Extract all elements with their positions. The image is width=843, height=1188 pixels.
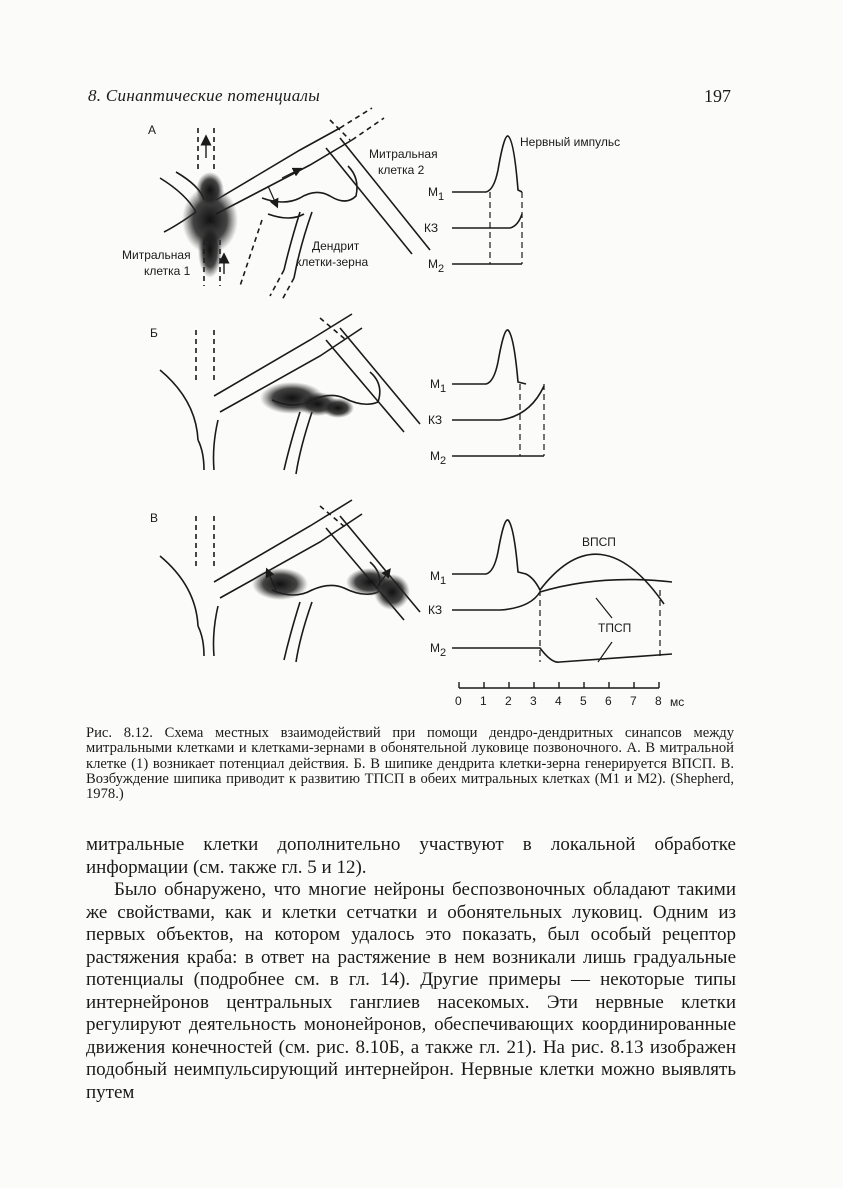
axis-tick: 2 (505, 694, 512, 708)
body-text (86, 834, 736, 1104)
figure-caption (86, 726, 734, 802)
paragraph-2: Было обнаружено, что многие нейроны беспозвоночных обладают такими же свойствами, как и клетки сетчатки и обонятельных луковиц. Одним из первых объектов, на котором удалось это показать, был особый рецептор растяжения краба: в ответ на растяжение в нем возникали лишь градуальные потенциалы (подробнее см. в гл. 14). Другие примеры — некоторые типы интернейронов центральных ганглиев насекомых. Эти нервные клетки регулируют деятельность мононейронов, обеспечивающих координированные движения конечностей (см. рис. 8.10Б, а также гл. 21). На рис. 8.13 изображен подобный неимпульсирующий интернейрон. Нервные клетки можно выявлять путем (86, 879, 736, 1103)
trace-m2-label-a: М2 (428, 257, 445, 275)
trace-kz-label-b: КЗ (428, 413, 443, 427)
axis-tick: 4 (555, 694, 562, 708)
axis-tick: 6 (605, 694, 612, 708)
paragraph-1: митральные клетки дополнительно участвуют в локальной обработке информации (см. также гл. 5 и 12). (86, 834, 736, 878)
axis-unit: мс (670, 695, 685, 709)
panel-b (150, 314, 544, 474)
page-number: 197 (704, 86, 731, 106)
mitral-cell-2-label: Митральная (369, 147, 438, 161)
trace-m2-label-b: М2 (430, 449, 447, 467)
mitral-cell-1-label-line2: клетка 1 (144, 264, 191, 278)
nerve-impulse-label: Нервный импульс (520, 135, 621, 149)
trace-kz-label-a: КЗ (424, 221, 439, 235)
axis-tick: 8 (655, 694, 662, 708)
trace-kz-label-c: КЗ (428, 603, 443, 617)
ipsp-label: ТПСП (598, 621, 632, 635)
panel-c (150, 500, 684, 709)
chapter-title: 8. Синаптические потенциалы (88, 86, 321, 105)
trace-m1-label-c: М1 (430, 569, 447, 587)
panel-a (122, 108, 620, 300)
mitral-cell-1-label: Митральная (122, 248, 191, 262)
panel-b-label: Б (150, 326, 158, 340)
dendrite-label-line2: клетки-зерна (296, 255, 369, 269)
axis-tick: 1 (480, 694, 487, 708)
panel-c-label: В (150, 511, 159, 525)
axis-tick: 3 (530, 694, 537, 708)
panel-a-label: А (148, 123, 157, 137)
axis-tick: 7 (630, 694, 637, 708)
axis-tick: 0 (455, 694, 462, 708)
caption-text: Рис. 8.12. Схема местных взаимодействий при помощи дендро-дендритных синапсов между митральными клетками и клетками-зернами в обонятельной луковице позвоночного. А. В митральной клетке (1) возникает потенциал действия. Б. В шипике дендрита клетки-зерна генерируется ВПСП. В. Возбуждение шипика приводит к развитию ТПСП в обеих митральных клетках (М1 и М2). (Shepherd, 1978.) (86, 725, 734, 803)
trace-m1-label-a: М1 (428, 185, 445, 203)
dendrite-label: Дендрит (312, 239, 360, 253)
axis-tick: 5 (580, 694, 587, 708)
trace-m1-label-b: М1 (430, 377, 447, 395)
trace-m2-label-c: М2 (430, 641, 447, 659)
epsp-label: ВПСП (582, 535, 616, 549)
mitral-cell-2-label-line2: клетка 2 (378, 163, 425, 177)
time-axis (459, 682, 659, 688)
